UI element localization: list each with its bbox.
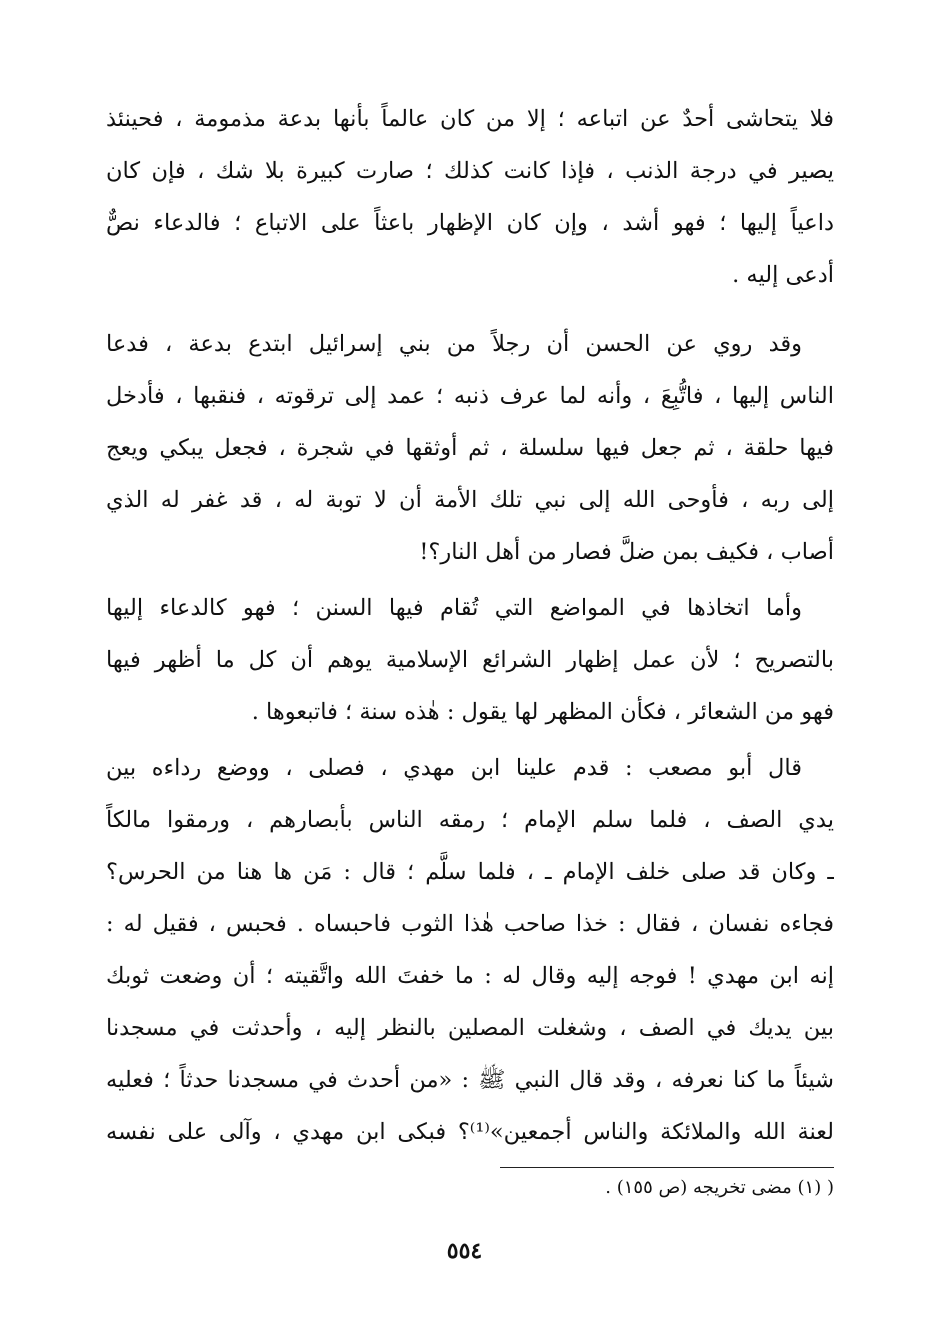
text-line: أصاب ، فكيف بمن ضلَّ فصار من أهل النار؟! <box>419 539 834 565</box>
text-line: لعنة الله والملائكة والناس أجمعين»⁽¹⁾؟ فبكى ابن مهدي ، وآلى على نفسه <box>106 1119 834 1145</box>
text-line: يدي الصف ، فلما سلم الإمام ؛ رمقه الناس بأبصارهم ، ورمقوا مالكاً <box>106 807 834 833</box>
text-line: إلى ربه ، فأوحى الله إلى نبي تلك الأمة أن لا توبة له ، قد غفر له الذي <box>106 487 834 513</box>
text-line: داعياً إليها ؛ فهو أشد ، وإن كان الإظهار باعثاً على الاتباع ؛ فالدعاء نصٌّ <box>106 210 834 236</box>
text-line: بين يديك في الصف ، وشغلت المصلين بالنظر إليه ، وأحدثت في مسجدنا <box>106 1015 834 1041</box>
paragraph-2 <box>106 318 834 578</box>
text-line: ـ وكان قد صلى خلف الإمام ـ ، فلما سلَّم ؛ قال : مَن ها هنا من الحرس؟ <box>106 859 834 885</box>
page-number: ٥٥٤ <box>446 1238 483 1264</box>
text-line: وأما اتخاذها في المواضع التي تُقام فيها السنن ؛ فهو كالدعاء إليها <box>106 595 802 621</box>
text-line: فلا يتحاشى أحدٌ عن اتباعه ؛ إلا من كان عالماً بأنها بدعة مذمومة ، فحينئذ <box>106 106 834 132</box>
footnote-divider <box>500 1167 834 1168</box>
text-line: بالتصريح ؛ لأن عمل إظهار الشرائع الإسلامية يوهم أن كل ما أظهر فيها <box>106 647 834 673</box>
text-line: شيئاً ما كنا نعرفه ، وقد قال النبي ﷺ : «من أحدث في مسجدنا حدثاً ؛ فعليه <box>106 1067 834 1093</box>
footnote: ( (١) مضى تخريجه (ص ١٥٥) . <box>605 1177 834 1198</box>
text-line: فهو من الشعائر ، فكأن المظهر لها يقول : هٰذه سنة ؛ فاتبعوها . <box>251 699 834 725</box>
text-line: فيها حلقة ، ثم جعل فيها سلسلة ، ثم أوثقها في شجرة ، فجعل يبكي ويعج <box>106 435 834 461</box>
paragraph-1 <box>106 93 834 301</box>
text-line: فجاءه نفسان ، فقال : خذا صاحب هٰذا الثوب فاحبساه . فحبس ، فقيل له : <box>106 911 834 937</box>
text-line: إنه ابن مهدي ! فوجه إليه وقال له : ما خفتَ الله واتَّقيته ؛ أن وضعت ثوبك <box>106 963 834 989</box>
text-line: أدعى إليه . <box>732 262 834 288</box>
text-line: الناس إليها ، فاتُّبِعَ ، وأنه لما عرف ذنبه ؛ عمد إلى ترقوته ، فنقبها ، فأدخل <box>106 383 834 409</box>
paragraph-3 <box>106 582 834 738</box>
text-line: وقد روي عن الحسن أن رجلاً من بني إسرائيل ابتدع بدعة ، فدعا <box>106 331 802 357</box>
text-line: قال أبو مصعب : قدم علينا ابن مهدي ، فصلى ، ووضع رداءه بين <box>106 755 802 781</box>
paragraph-4 <box>106 742 834 1158</box>
text-line: يصير في درجة الذنب ، فإذا كانت كذلك ؛ صارت كبيرة بلا شك ، فإن كان <box>106 158 834 184</box>
